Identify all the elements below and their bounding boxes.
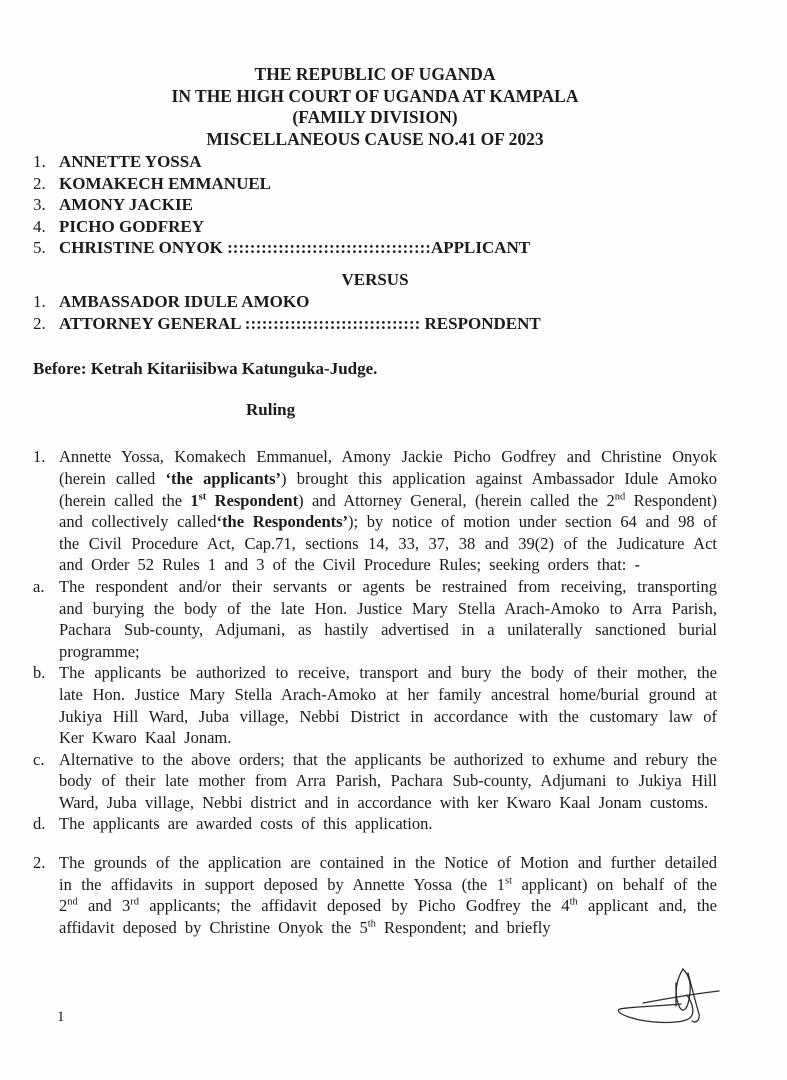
header-cause-number: MISCELLANEOUS CAUSE NO.41 OF 2023	[206, 128, 544, 149]
order-text: The applicants be authorized to receive, transport and bury the body of their mother, the late Hon. Justice Mary Stella Arach-Amoko at her family ancestral home/burial ground at Jukiya Hill Ward, Juba village, Nebbi District in accordance with the customary law of Ker Kwaro Kaal Jonam.	[59, 663, 717, 748]
text-run: nd	[614, 491, 626, 503]
respondents-list	[33, 291, 717, 334]
respondent-name: AMBASSADOR IDULE AMOKO	[59, 292, 310, 312]
text-run: Respondent) and collectively called	[59, 490, 717, 532]
order-letter: c.	[33, 749, 45, 769]
list-number: 5.	[33, 238, 46, 258]
text-run: 1	[190, 490, 199, 510]
party-role-label: RESPONDENT	[424, 313, 541, 333]
leader-dots: :::::::::::::::::::::::::::::::	[240, 313, 425, 333]
respondent-name	[59, 313, 717, 335]
text-run: ); by notice of motion under section 64 and 98 of the Civil Procedure Act, Cap.71, sections 14, 33, 37, 38 and 39(2) of the Judicature Act and Order 52 Rules 1 and 3 of the Civil Procedure Rules; seeking orders that: -	[59, 512, 718, 575]
paragraph-text	[59, 446, 717, 576]
list-number: 2.	[33, 173, 46, 193]
list-number: 1.	[33, 152, 46, 172]
applicant-name: KOMAKECH EMMANUEL	[59, 173, 272, 193]
text-run: Respondent	[206, 490, 299, 510]
respondent-row	[33, 313, 717, 335]
paragraph-number: 1.	[33, 447, 46, 467]
applicants-list	[33, 151, 717, 259]
order-text: The applicants are awarded costs of this application.	[59, 814, 433, 834]
list-number: 2.	[33, 313, 46, 333]
order-letter: a.	[33, 576, 45, 596]
header-republic: THE REPUBLIC OF UGANDA	[254, 64, 496, 84]
list-number: 4.	[33, 216, 46, 236]
versus-label: VERSUS	[341, 269, 409, 289]
applicant-row	[33, 237, 717, 259]
text-run: applicant) on behalf of the 2	[59, 874, 717, 916]
applicant-name: PICHO GODFREY	[59, 216, 204, 236]
order-text: The respondent and/or their servants or agents be restrained from receiving, transporting and burying the body of the late Hon. Justice Mary Stella Arach-Amoko to Arra Parish, Pachara Sub-county, Adjumani, as hastily advertised in a unilaterally sanctioned burial programme;	[59, 576, 717, 661]
document-header	[33, 64, 717, 150]
judge-line: Before: Ketrah Kitariisibwa Katunguka-Judge.	[33, 359, 378, 379]
text-run: ‘the applicants’	[165, 468, 282, 488]
header-court: IN THE HIGH COURT OF UGANDA AT KAMPALA	[171, 85, 579, 106]
header-division: (FAMILY DIVISION)	[292, 107, 458, 128]
applicant-name: ANNETTE YOSSA	[59, 152, 202, 172]
text-run: nd	[67, 896, 78, 908]
text-run: ) and Attorney General, (herein called the 2	[298, 490, 615, 510]
text-run: st	[504, 875, 512, 887]
page-number: 1	[57, 1009, 65, 1025]
party-name-text: ATTORNEY GENERAL	[59, 313, 241, 333]
text-run: Annette Yossa, Komakech Emmanuel, Amony Jackie Picho Godfrey and Christine Onyok (herein called	[59, 447, 717, 488]
signature-icon	[615, 955, 787, 1055]
order-item-b	[33, 662, 717, 748]
ruling-heading: Ruling	[246, 399, 296, 419]
orders-list	[33, 576, 717, 835]
applicant-row	[33, 194, 717, 216]
text-run: ‘the Respondents’	[216, 512, 349, 532]
list-number: 3.	[33, 195, 46, 215]
applicant-name: AMONY JACKIE	[59, 195, 193, 215]
order-item-c	[33, 749, 717, 814]
party-role-label: APPLICANT	[430, 238, 531, 258]
text-run: th	[569, 896, 578, 908]
text-run: and 3	[77, 896, 131, 916]
order-letter: b.	[33, 663, 46, 683]
order-text: Alternative to the above orders; that the applicants be authorized to exhume and rebury the body of their late mother from Arra Parish, Pachara Sub-county, Adjumani to Jukiya Hill Ward, Juba village, Nebbi district and in accordance with ker Kwaro Kaal Jonam customs.	[59, 749, 717, 812]
order-item-a	[33, 576, 717, 662]
applicant-row	[33, 216, 717, 238]
text-run: Respondent; and briefly	[375, 917, 551, 937]
list-number: 1.	[33, 292, 46, 312]
text-run: th	[367, 918, 376, 930]
paragraph-number: 2.	[33, 853, 46, 873]
applicant-row	[33, 151, 717, 173]
applicant-name	[59, 237, 717, 259]
text-run: st	[198, 491, 207, 503]
text-run: The grounds of the application are contained in the Notice of Motion and further detailed in the affidavits in support deposed by Annette Yossa (the 1	[59, 853, 717, 894]
leader-dots: ::::::::::::::::::::::::::::::::::::	[222, 238, 431, 258]
paragraph-1	[33, 446, 717, 576]
respondent-row	[33, 291, 717, 313]
text-run: ) brought this application against Ambassador Idule Amoko (herein called the	[59, 468, 718, 510]
text-run: applicant and, the affidavit deposed by Christine Onyok the 5	[59, 896, 717, 937]
text-run: applicants; the affidavit deposed by Picho Godfrey the 4	[139, 896, 570, 916]
party-name-text: CHRISTINE ONYOK	[59, 238, 223, 258]
paragraph-2	[33, 852, 717, 938]
applicant-row	[33, 173, 717, 195]
paragraph-text	[59, 852, 717, 938]
order-item-d	[33, 813, 717, 835]
order-letter: d.	[33, 814, 46, 834]
text-run: rd	[130, 896, 139, 908]
